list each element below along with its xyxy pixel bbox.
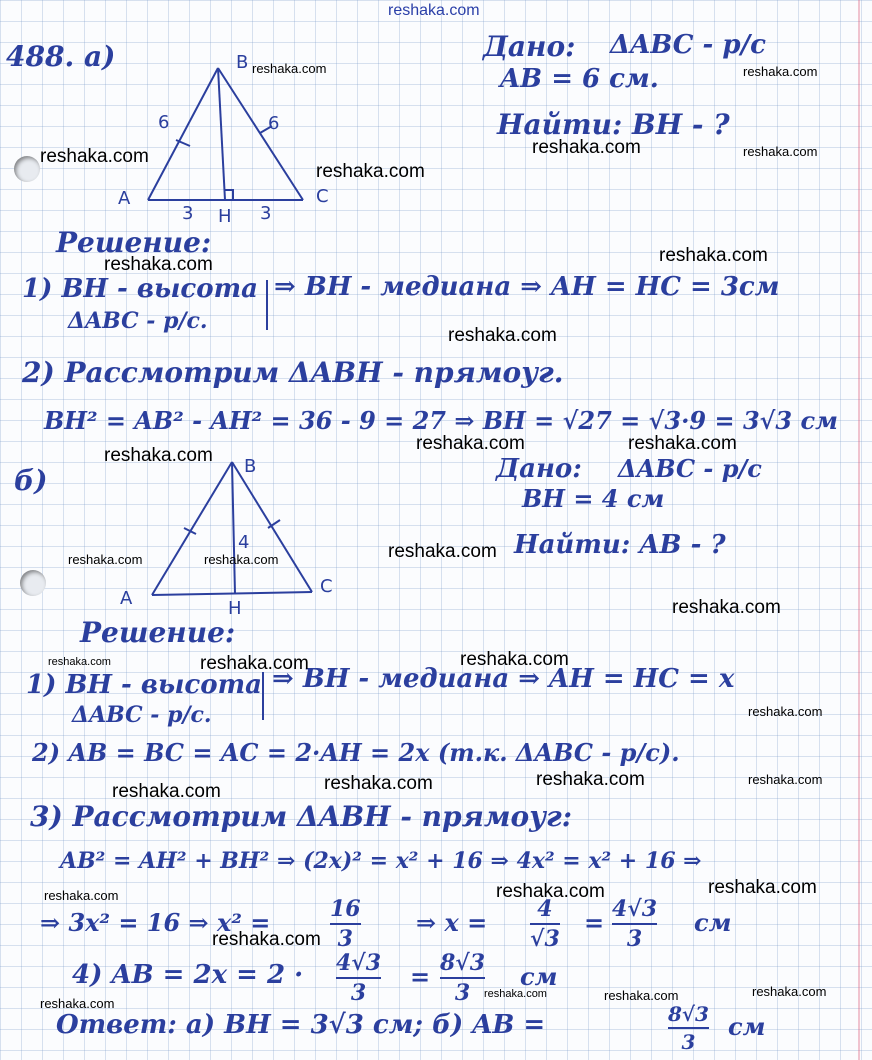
solution-step: 3) Рассмотрим ΔABH - прямоуг: [30, 800, 573, 833]
watermark: reshaka.com [48, 656, 111, 668]
watermark: reshaka.com [748, 772, 823, 787]
watermark: reshaka.com [672, 597, 781, 618]
watermark: reshaka.com [112, 781, 221, 802]
fraction-denominator: 3 [337, 926, 353, 952]
fraction-bar [668, 1027, 709, 1029]
solution-step: 4) AB = 2x = 2 · [72, 960, 304, 990]
watermark: reshaka.com [752, 984, 827, 999]
right-angle-mark [225, 190, 233, 200]
side-length-bc: 6 [268, 113, 280, 134]
watermark: reshaka.com [44, 888, 119, 903]
side-ab [148, 68, 218, 200]
find-line: Найти: BH - ? [497, 108, 730, 141]
watermark: reshaka.com [388, 541, 497, 562]
segment-length-ah: 3 [182, 203, 194, 224]
fraction-numerator: 4 [537, 896, 553, 922]
solution-calculation: AB² = AH² + BH² ⇒ (2x)² = x² + 16 ⇒ 4x² = x² + 16 ⇒ [60, 848, 702, 874]
fraction-bar [330, 923, 361, 925]
vertex-label-c: C [320, 576, 333, 597]
part-letter: б) [14, 464, 48, 497]
watermark: reshaka.com [252, 61, 327, 76]
fraction-16-over-3 [330, 896, 361, 952]
height-bh [232, 462, 235, 594]
given-line: BH = 4 см [522, 484, 665, 513]
fraction-bar [612, 923, 657, 925]
given-title: Дано: [483, 30, 576, 63]
fraction-denominator: 3 [681, 1030, 696, 1054]
given-line: AB = 6 см. [500, 64, 659, 94]
vertex-label-h: H [228, 598, 242, 619]
solution-heading: Решение: [56, 226, 212, 259]
given-line: ΔABC - р/с [618, 454, 762, 483]
fraction-numerator: 16 [330, 896, 361, 922]
side-bc [232, 462, 312, 592]
unit-label: см [728, 1012, 766, 1041]
unit-label: см [694, 908, 732, 937]
fraction-denominator: 3 [454, 980, 471, 1006]
vertex-label-c: C [316, 186, 329, 207]
equals-sign: = [584, 908, 605, 937]
find-line: Найти: AB - ? [514, 530, 726, 560]
watermark: reshaka.com [460, 649, 569, 670]
height-bh [218, 68, 225, 200]
fraction-4root3-over-3 [612, 896, 657, 952]
watermark: reshaka.com [628, 433, 737, 454]
watermark: reshaka.com [743, 144, 818, 159]
watermark: reshaka.com [40, 146, 149, 167]
fraction-denominator: √3 [530, 926, 560, 952]
given-title: Дано: [496, 454, 582, 484]
watermark: reshaka.com [536, 769, 645, 790]
watermark: reshaka.com [316, 161, 425, 182]
watermark: reshaka.com [104, 445, 213, 466]
watermark: reshaka.com [324, 773, 433, 794]
side-ab [152, 462, 232, 595]
solution-step: 1) BH - высота [26, 670, 262, 700]
fraction-8root3-over-3 [440, 950, 485, 1006]
fraction-numerator: 4√3 [612, 896, 658, 922]
watermark: reshaka.com [659, 245, 768, 266]
fraction-bar [530, 923, 560, 925]
watermark: reshaka.com [40, 996, 115, 1011]
vertex-label-a: A [120, 588, 133, 609]
watermark: reshaka.com [68, 552, 143, 567]
solution-step: ΔABC - р/с. [68, 308, 208, 334]
answer-line: Ответ: а) BH = 3√3 см; б) AB = [56, 1010, 546, 1040]
fraction-4-over-root3 [530, 896, 560, 952]
given-line: ΔABC - р/с [610, 30, 766, 60]
solution-step: ⇒ BH - медиана ⇒ AH = HC = 3см [274, 272, 780, 302]
solution-calculation: ⇒ x = [416, 908, 488, 937]
watermark: reshaka.com [200, 653, 309, 674]
watermark: reshaka.com [204, 552, 279, 567]
binder-hole [20, 570, 46, 596]
vertex-label-a: A [118, 188, 131, 209]
watermark: reshaka.com [416, 433, 525, 454]
watermark: reshaka.com [496, 881, 605, 902]
fraction-bar [336, 977, 381, 979]
solution-step: ⇒ BH - медиана ⇒ AH = HC = x [272, 664, 735, 694]
vertex-label-b: B [244, 456, 257, 477]
site-watermark-top: reshaka.com [388, 2, 480, 19]
height-length: 4 [238, 532, 250, 553]
watermark: reshaka.com [484, 988, 547, 1000]
solution-step: ΔABC - р/с. [72, 702, 212, 728]
fraction-8root3-over-3 [668, 1002, 709, 1054]
fraction-denominator: 3 [350, 980, 367, 1006]
fraction-4root3-over-3 [336, 950, 381, 1006]
vertex-label-b: B [236, 52, 249, 73]
side-bc [218, 68, 303, 200]
solution-calculation: ⇒ 3x² = 16 ⇒ x² = [40, 908, 271, 937]
fraction-denominator: 3 [626, 926, 643, 952]
equals-sign: = [410, 962, 431, 991]
problem-number: 488. а) [6, 40, 116, 73]
fraction-numerator: 8√3 [668, 1002, 709, 1026]
watermark: reshaka.com [448, 325, 557, 346]
vertex-label-h: H [218, 206, 232, 227]
watermark: reshaka.com [212, 929, 321, 950]
fraction-bar [440, 977, 485, 979]
solution-calculation: BH² = AB² - AH² = 36 - 9 = 27 ⇒ BH = √27 = √3·9 = 3√3 см [44, 406, 838, 435]
solution-step: 2) AB = BC = AC = 2·AH = 2x (т.к. ΔABC - р/с). [32, 738, 680, 767]
watermark: reshaka.com [104, 254, 213, 275]
fraction-numerator: 4√3 [336, 950, 382, 976]
separator-bar [262, 672, 264, 720]
watermark: reshaka.com [748, 704, 823, 719]
fraction-numerator: 8√3 [440, 950, 486, 976]
watermark: reshaka.com [708, 877, 817, 898]
page-margin-line [858, 0, 860, 1060]
watermark: reshaka.com [604, 988, 679, 1003]
triangle-figure-a [100, 50, 330, 230]
solution-step: 2) Рассмотрим ΔABH - прямоуг. [22, 356, 564, 389]
solution-heading: Решение: [80, 616, 236, 649]
triangle-figure-b [140, 450, 340, 610]
side-length-ab: 6 [158, 112, 170, 133]
watermark: reshaka.com [743, 64, 818, 79]
segment-length-hc: 3 [260, 203, 272, 224]
side-ac [152, 592, 312, 595]
separator-bar [266, 280, 268, 330]
binder-hole [14, 156, 40, 182]
watermark: reshaka.com [532, 137, 641, 158]
unit-label: см [520, 962, 558, 991]
solution-step: 1) BH - высота [22, 274, 258, 304]
